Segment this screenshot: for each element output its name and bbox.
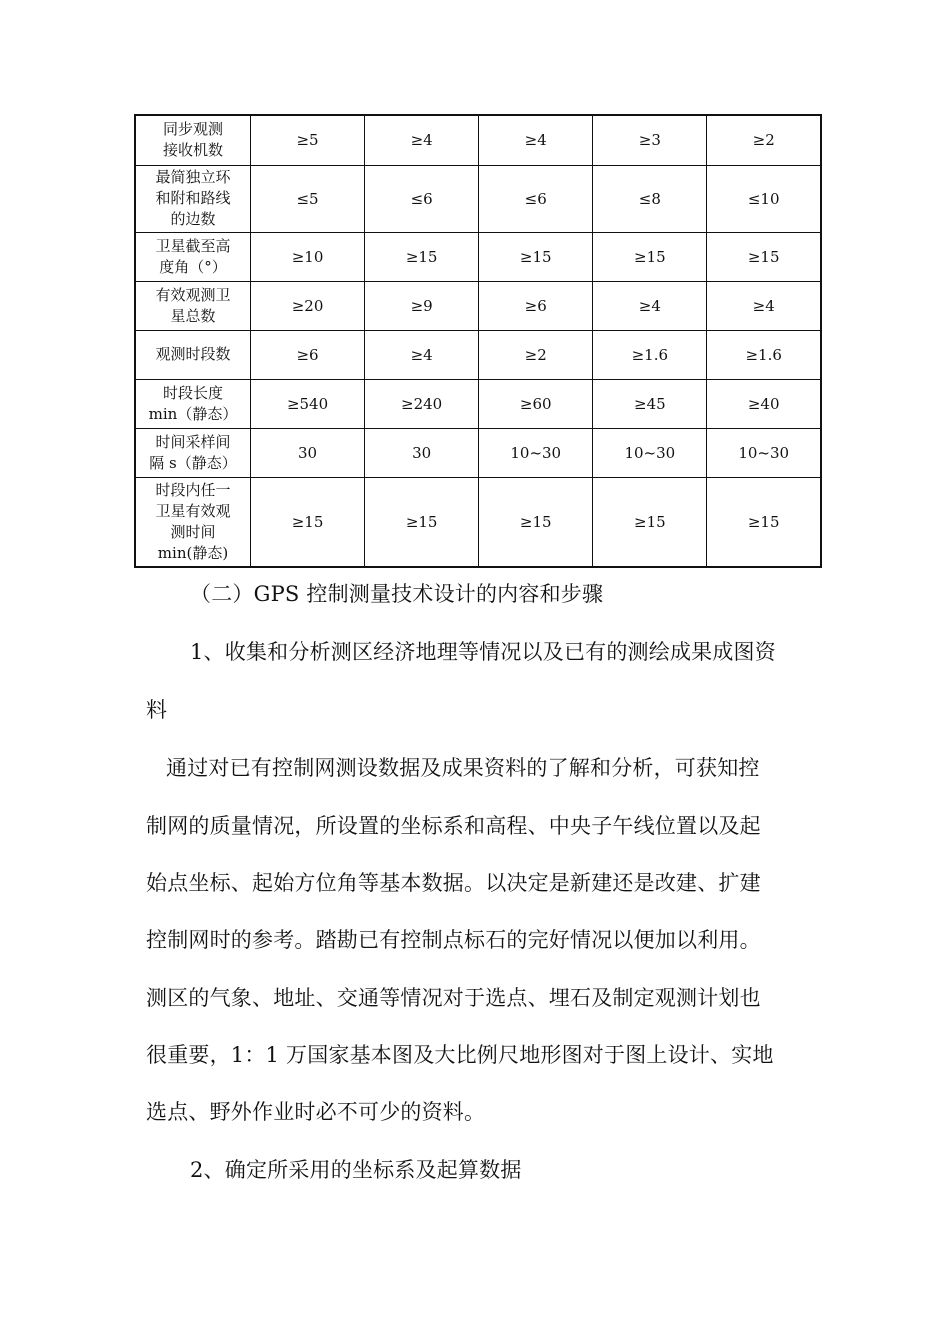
row-label: 有效观测卫 星总数 [135,281,251,330]
table-row [135,232,821,281]
table-cell: ≥4 [479,115,593,165]
table-cell: ≤6 [479,165,593,232]
row-label: 同步观测 接收机数 [135,115,251,165]
row-label: 时段长度 min（静态） [135,379,251,428]
table-cell: ≥20 [251,281,365,330]
table-cell: ≥15 [707,232,821,281]
table-cell: ≥6 [479,281,593,330]
table-cell: ≥4 [365,115,479,165]
table-cell: ≥15 [707,477,821,567]
table-cell: ≥540 [251,379,365,428]
table-cell: ≥60 [479,379,593,428]
body-line: 控制网时的参考。踏勘已有控制点标石的完好情况以便加以利用。 [146,928,761,952]
table-cell: 10~30 [479,428,593,477]
table-row [135,165,821,232]
table-cell: ≥15 [593,477,707,567]
table-row [135,330,821,379]
gps-spec-table [134,114,822,568]
table-cell: ≥15 [365,477,479,567]
table-cell: ≥4 [365,330,479,379]
body-line: 选点、野外作业时必不可少的资料。 [146,1100,486,1124]
table-cell: ≥4 [707,281,821,330]
body-line: 很重要，1：1 万国家基本图及大比例尺地形图对于图上设计、实地 [146,1043,774,1067]
step1-heading: 1、收集和分析测区经济地理等情况以及已有的测绘成果成图资 [190,640,776,664]
table-cell: ≥40 [707,379,821,428]
table-cell: ≤6 [365,165,479,232]
table-cell: ≥45 [593,379,707,428]
body-line: 制网的质量情况，所设置的坐标系和高程、中央子午线位置以及起 [146,814,761,838]
table-row [135,281,821,330]
table-cell: ≥9 [365,281,479,330]
table-cell: 30 [365,428,479,477]
table-cell: ≥5 [251,115,365,165]
table-row [135,379,821,428]
table-cell: ≥15 [479,232,593,281]
row-label: 时间采样间 隔 s（静态） [135,428,251,477]
table-row [135,477,821,567]
table-cell: ≥15 [251,477,365,567]
table-cell: ≥2 [707,115,821,165]
table-cell: ≥6 [251,330,365,379]
table-row [135,115,821,165]
table-cell: ≥15 [593,232,707,281]
table-cell: 30 [251,428,365,477]
row-label: 观测时段数 [135,330,251,379]
table-cell: ≥3 [593,115,707,165]
table-cell: ≥1.6 [707,330,821,379]
table-cell: ≥4 [593,281,707,330]
table-cell: ≥10 [251,232,365,281]
table-cell: ≤10 [707,165,821,232]
row-label: 时段内任一 卫星有效观 测时间 min(静态) [135,477,251,567]
row-label: 卫星截至高 度角（°） [135,232,251,281]
table-cell: ≥240 [365,379,479,428]
table-cell: ≥1.6 [593,330,707,379]
table-cell: 10~30 [593,428,707,477]
table-cell: ≤8 [593,165,707,232]
table-cell: ≥15 [365,232,479,281]
table-row [135,428,821,477]
step2-heading: 2、确定所采用的坐标系及起算数据 [190,1158,522,1182]
step1-heading-continued: 料 [146,698,168,722]
body-line: 通过对已有控制网测设数据及成果资料的了解和分析，可获知控 [166,756,760,780]
table-cell: ≤5 [251,165,365,232]
table-cell: ≥15 [479,477,593,567]
table-cell: ≥2 [479,330,593,379]
section-heading: （二）GPS 控制测量技术设计的内容和步骤 [190,582,604,606]
row-label: 最简独立环 和附和路线 的边数 [135,165,251,232]
body-line: 始点坐标、起始方位角等基本数据。以决定是新建还是改建、扩建 [146,871,761,895]
body-line: 测区的气象、地址、交通等情况对于选点、埋石及制定观测计划也 [146,986,761,1010]
table-cell: 10~30 [707,428,821,477]
